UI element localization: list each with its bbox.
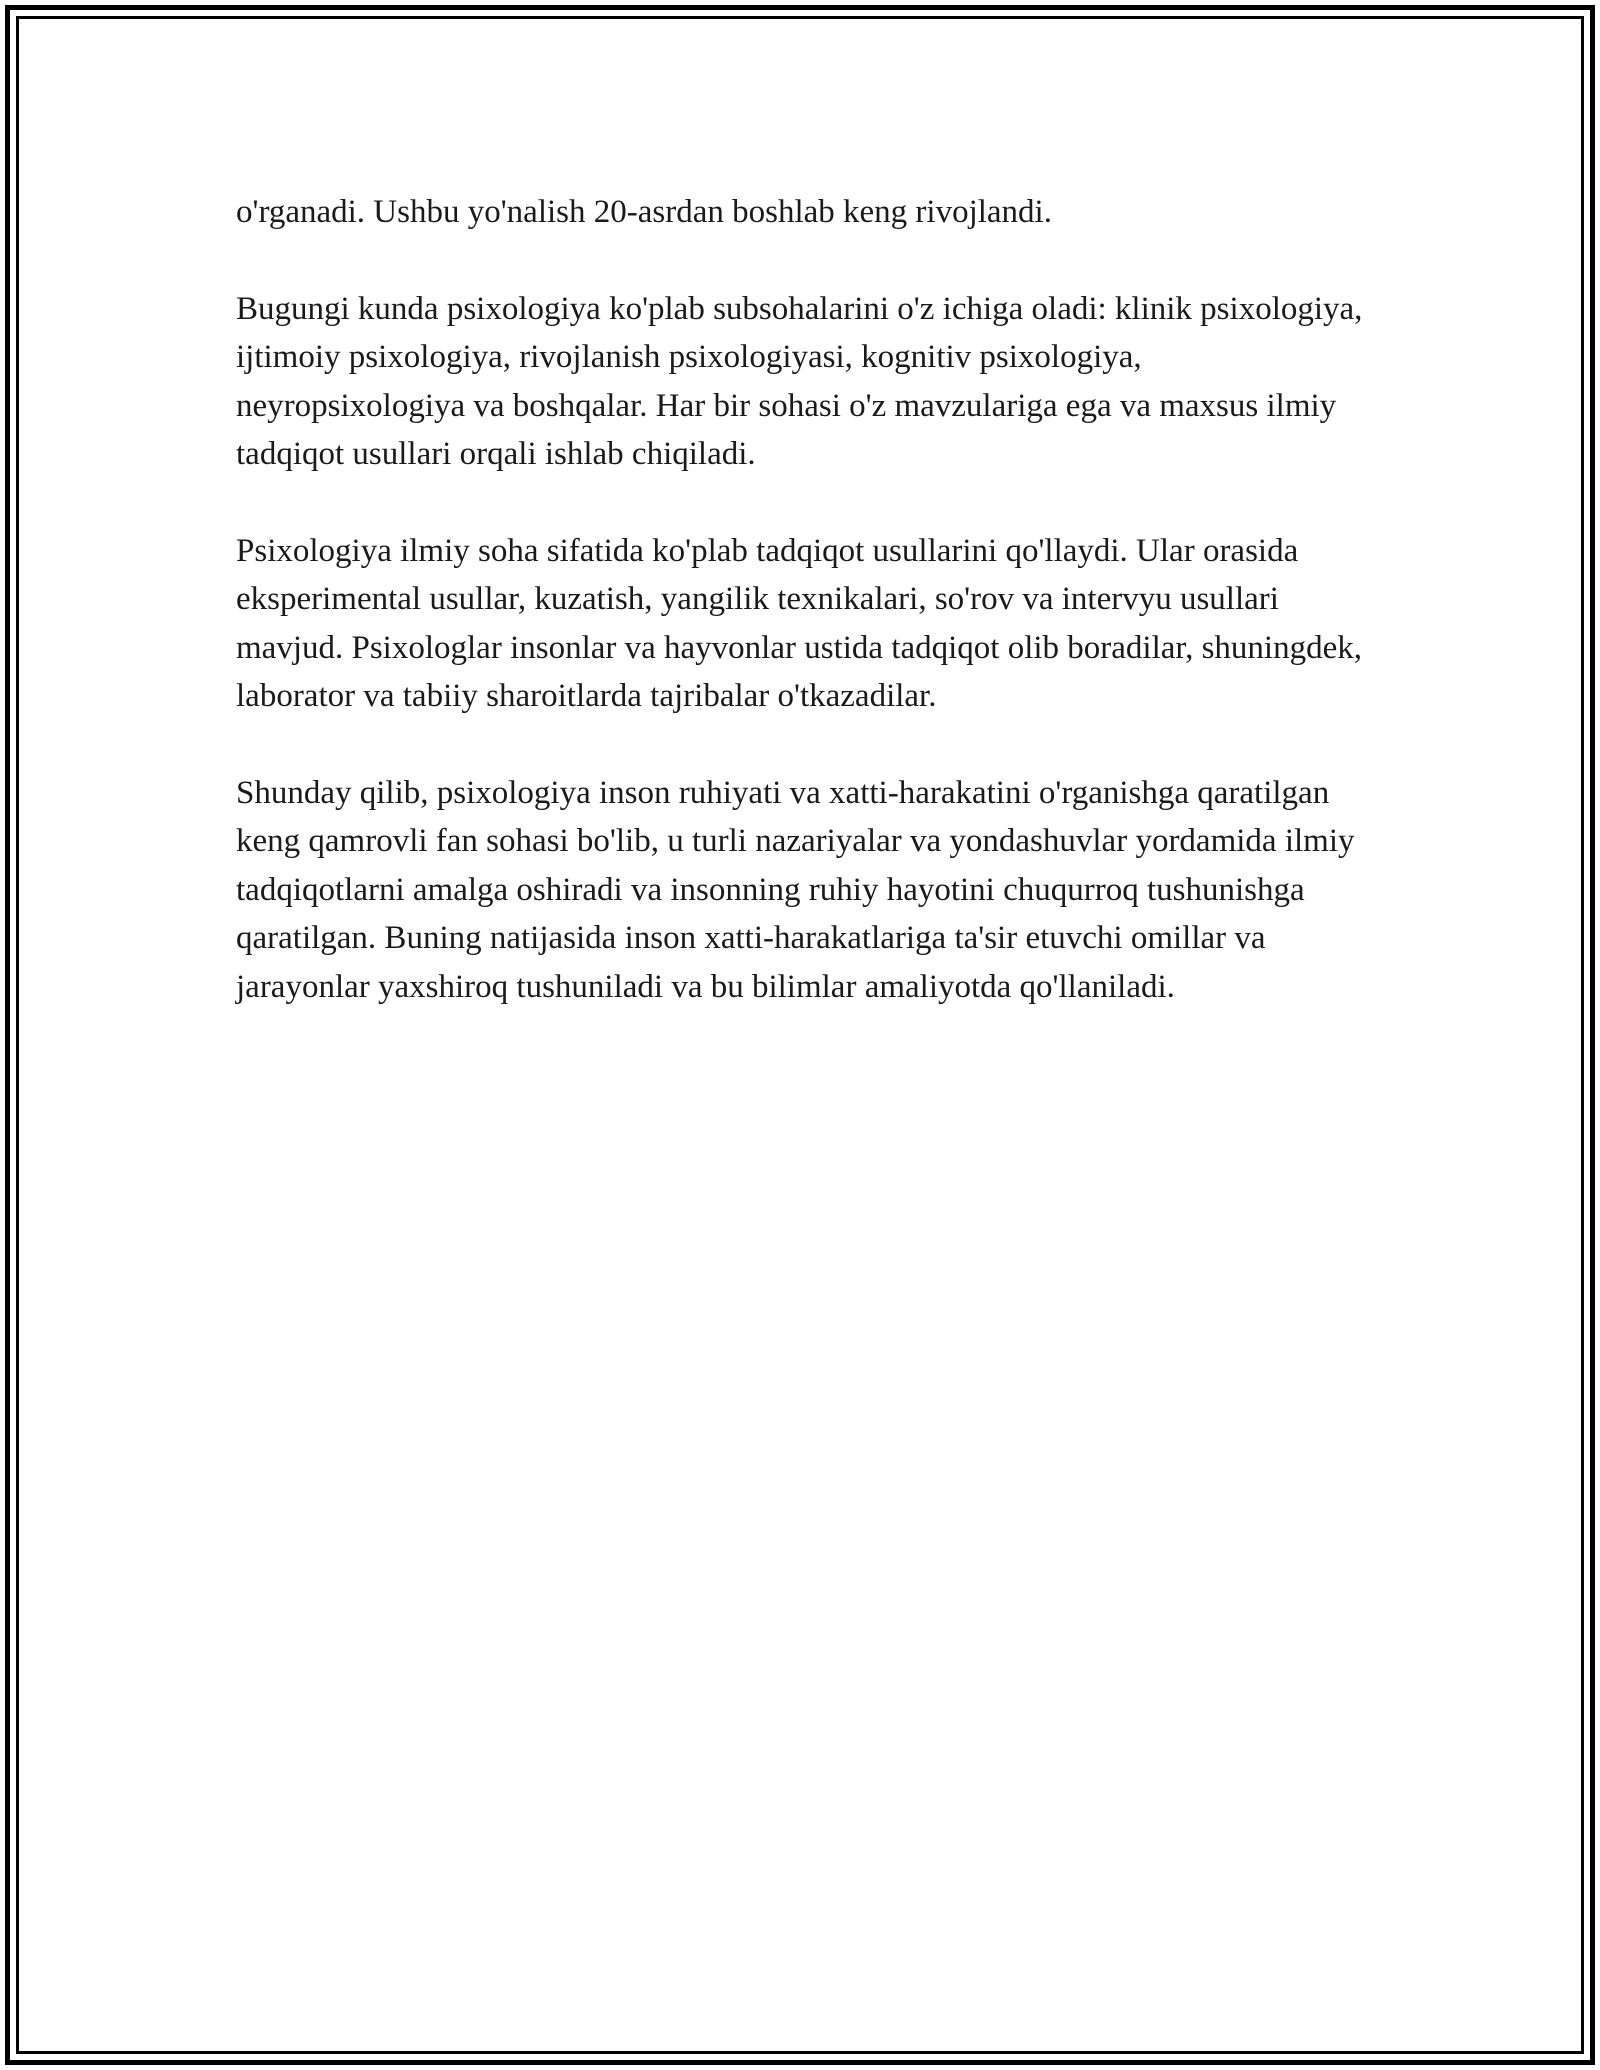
- paragraph-3: Psixologiya ilmiy soha sifatida ko'plab tadqiqot usullarini qo'llaydi. Ular orasida eksperimental usullar, kuzatish, yangilik texnikalari, so'rov va intervyu usullari mavjud. Psixologlar insonlar va hayvonlar ustida tadqiqot olib boradilar, shuningdek, laborator va tabiiy sharoitlarda tajribalar o'tkazadilar.: [236, 532, 1362, 714]
- paragraph-4: Shunday qilib, psixologiya inson ruhiyati va xatti-harakatini o'rganishga qaratilgan keng qamrovli fan sohasi bo'lib, u turli nazariyalar va yondashuvlar yordamida ilmiy tadqiqotlarni amalga oshiradi va insonning ruhiy hayotini chuqurroq tushunishga qaratilgan. Buning natijasida inson xatti-harakatlariga ta'sir etuvchi omillar va jarayonlar yaxshiroq tushuniladi va bu bilimlar amaliyotda qo'llaniladi.: [236, 774, 1355, 1005]
- document-body: [236, 188, 1364, 1059]
- paragraph-1: o'rganadi. Ushbu yo'nalish 20-asrdan boshlab keng rivojlandi.: [236, 194, 1052, 230]
- paragraph-2: Bugungi kunda psixologiya ko'plab subsohalarini o'z ichiga oladi: klinik psixologiya, ijtimoiy psixologiya, rivojlanish psixologiyasi, kognitiv psixologiya, neyropsixologiya va boshqalar. Har bir sohasi o'z mavzulariga ega va maxsus ilmiy tadqiqot usullari orqali ishlab chiqiladi.: [236, 290, 1363, 472]
